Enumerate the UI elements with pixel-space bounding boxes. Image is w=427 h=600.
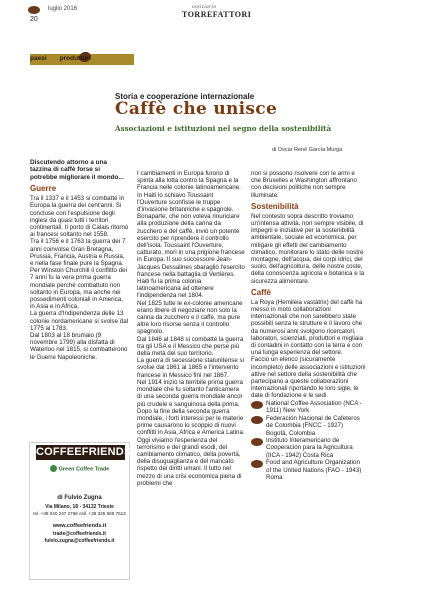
paragraph: Dal 1803 al 18 brumaio (9 novembre 1799) alla disfatta di Waterloo nel 1815, si combatterono le Guerre Napoleoniche. xyxy=(30,332,128,361)
coffee-bean-icon xyxy=(28,6,40,14)
ad-tagline-text: Green Coffee Trade xyxy=(58,466,110,473)
list-item xyxy=(251,400,366,414)
coffee-bean-icon xyxy=(251,438,263,446)
paragraph: Dal 1846 al 1848 si combatté la guerra tra gli USA e il Messico che perse più della metà del suo territorio. xyxy=(137,335,244,358)
article-subtitle: Associazioni e istituzioni nel segno della sostenibilità xyxy=(115,124,332,133)
ad-phones: tel. +39 040 247 2766 cell. +39 335 569 7513 xyxy=(33,511,126,516)
article-column-2 xyxy=(137,170,245,487)
section-word-1: paesi xyxy=(30,55,47,62)
list-item-text: Instituto Interamericano de Cooperación para la Agricultura (IICA - 1942) Costa Rica xyxy=(266,437,353,459)
article-byline: di Oscar René García Murga xyxy=(272,147,343,153)
issue-date: luglio 2016 xyxy=(48,6,78,12)
paragraph: Faccio un elenco (sicuramente incompleto) delle associazioni e istituzioni attive nel settore della sostenibilità che partecipano a queste collaborazioni internazionali riportando le loro sigle, le date di fondazione e le sedi. xyxy=(251,356,366,400)
paragraph: Tra il 1756 e il 1763 la guerra dei 7 anni coinvolse Gran Bretagna, Prussia, Francia, Austria e Russia, e nella fase finale pure la Spagna. Per Winston Churchill il conflitto dei 7 anni fu la vera prima guerra mondiale perché combattuto non soltanto in Europa, ma anche nei possedimenti coloniali in America, in Asia e in Africa. xyxy=(30,238,127,311)
subheading-guerre: Guerre xyxy=(30,184,57,194)
section-word-2: produttori xyxy=(59,55,91,62)
list-item-text: Food and Agriculture Organization of the United Nations (FAO - 1943) Roma xyxy=(266,459,362,481)
paragraph: non si possono risolvere con le armi e che Bruxelles e Washington affrontano con decisioni politiche non sempre illuminate. xyxy=(251,170,357,199)
ad-email-link[interactable]: fulvio.zugna@coffeefriends.it xyxy=(44,538,115,544)
subheading-caffe: Caffè xyxy=(251,287,272,297)
article-column-3 xyxy=(251,170,366,481)
list-item xyxy=(251,437,366,459)
list-item-text: Federación Nacional de Cafeteros de Colombia (FNCC - 1927) Bogotà, Colombia xyxy=(266,415,360,437)
magazine-label: notiziario xyxy=(192,4,217,10)
ad-address: Via Milano, 18 - 34132 Trieste xyxy=(45,504,114,510)
page-number: 20 xyxy=(30,16,38,23)
ad-tagline xyxy=(30,465,129,473)
ad-website-link[interactable]: www.coffeefriends.it xyxy=(52,523,107,529)
ad-owner: di Fulvio Zugna xyxy=(57,495,102,501)
coffeefriends-logo: COFFEEFRIENDS xyxy=(36,446,132,458)
ad-email-link[interactable]: trade@coffeefriends.it xyxy=(53,531,106,537)
organization-list xyxy=(251,400,366,481)
paragraph: Oggi viviamo l'esperienza del terrorismo e dei grandi esodi, del cambiamento climatico, della povertà, della disuguaglianza e del mancato rispetto dei diritti umani. Il tutto nel mezzo di una crisi economica piena di problemi che xyxy=(137,436,242,487)
paragraph: Nel contesto sopra descritto troviamo un'intensa attività, non sempre visibile, di impegni e iniziative per la sostenibilità ambientale, sociale ed economica, per mitigare gli effetti del cambiamento climatico, monitorare lo stato delle nostre montagne, dell'acqua, dei corpi idrici, del suolo, dell'agricoltura, delle nostre coste, della conoscenza agricola e botanica e la sicurezza alimentare. xyxy=(251,212,365,285)
article-kicker: Storia e cooperazione internazionale xyxy=(115,92,255,101)
paragraph: I cambiamenti in Europa furono di spinta alla lotta contro la Spagna e la Francia nelle colonie latinoamericane. In Haiti lo schiavo Toussaint l'Ouverture sconfisse le truppe d'invasione britanniche e spagnole. Bonaparte, che non voleva rinunciare alla produzione della canna da zucchero e del caffè, inviò un potente esercito per riprendere il controllo dell'isola. Toussaint l'Ouverture, catturato, morì in una prigione francese in Europa. Il suo successore Jean-Jacques Dessalines sbaragliò l'esercito francese nella battaglia di Vertières. Haiti fu la prima colonia latinoamericana ad ottenere l'indipendenza nel 1804. xyxy=(137,170,245,300)
section-label xyxy=(30,55,91,62)
coffee-bean-icon xyxy=(251,401,263,409)
paragraph: La Roya (Hemileia vastatrix) del caffè ha messo in moto collaborazioni internazionali che non sarebbero state possibili senza le strutture e il lavoro che da numerosi anni svolgono ricercatori, laboratori, scienziati, produttori e migliaia di contadini in contatto con la terra e con una lunga esperienza del settore. xyxy=(251,298,364,357)
magazine-brand: TORREFATTORI xyxy=(182,10,252,19)
lead-paragraph: Discutendo attorno a una tazzina di caffè forse si potrebbe migliorare il mondo... xyxy=(30,159,124,181)
paragraph: Dopo la fine della seconda guerra mondiale, i forti interessi per le materie prime causarono lo scoppio di nuovi conflitti in Asia, Africa e America Latina. xyxy=(137,407,245,437)
paragraph: La guerra d'Indipendenza delle 13 colonie nordamericane si svolse dal 1775 al 1783. xyxy=(30,310,129,332)
paragraph: Nel 1825 tutte le ex-colonie americane erano libere di negoziare non solo la canna da zucchero e il caffè, ma pure altre loro risorse senza il controllo spagnolo. xyxy=(137,299,243,336)
coffeefriends-advertisement xyxy=(29,442,130,580)
list-item xyxy=(251,459,366,481)
article-column-1 xyxy=(30,159,129,361)
coffee-bean-icon xyxy=(251,460,263,468)
green-leaf-icon xyxy=(50,465,57,472)
paragraph: Nel 1914 iniziò la terribile prima guerra mondiale che fu soltanto l'anticamera di una seconda guerra mondiale ancor più crudele e sanguinosa della prima. xyxy=(137,378,243,408)
article-title: Caffè che unisce xyxy=(115,99,278,119)
list-item xyxy=(251,415,366,437)
list-item-text: National Coffee Association (NCA - 1911) New York xyxy=(266,400,362,415)
paragraph: La guerra di secessione statunitense si svolse dal 1861 al 1865 e l'intervento francese in Messico finì nel 1867. xyxy=(137,357,244,379)
subheading-sostenibilita: Sostenibilità xyxy=(251,201,299,211)
coffee-bean-icon xyxy=(251,416,263,424)
paragraph: Tra il 1337 e il 1453 si combatté in Europa la guerra dei cent'anni. Si concluse con l'espulsione degli inglesi da quasi tutti i territori continentali. Il porto di Calais ritornò ai francesi soltanto nel 1558. xyxy=(30,195,129,239)
